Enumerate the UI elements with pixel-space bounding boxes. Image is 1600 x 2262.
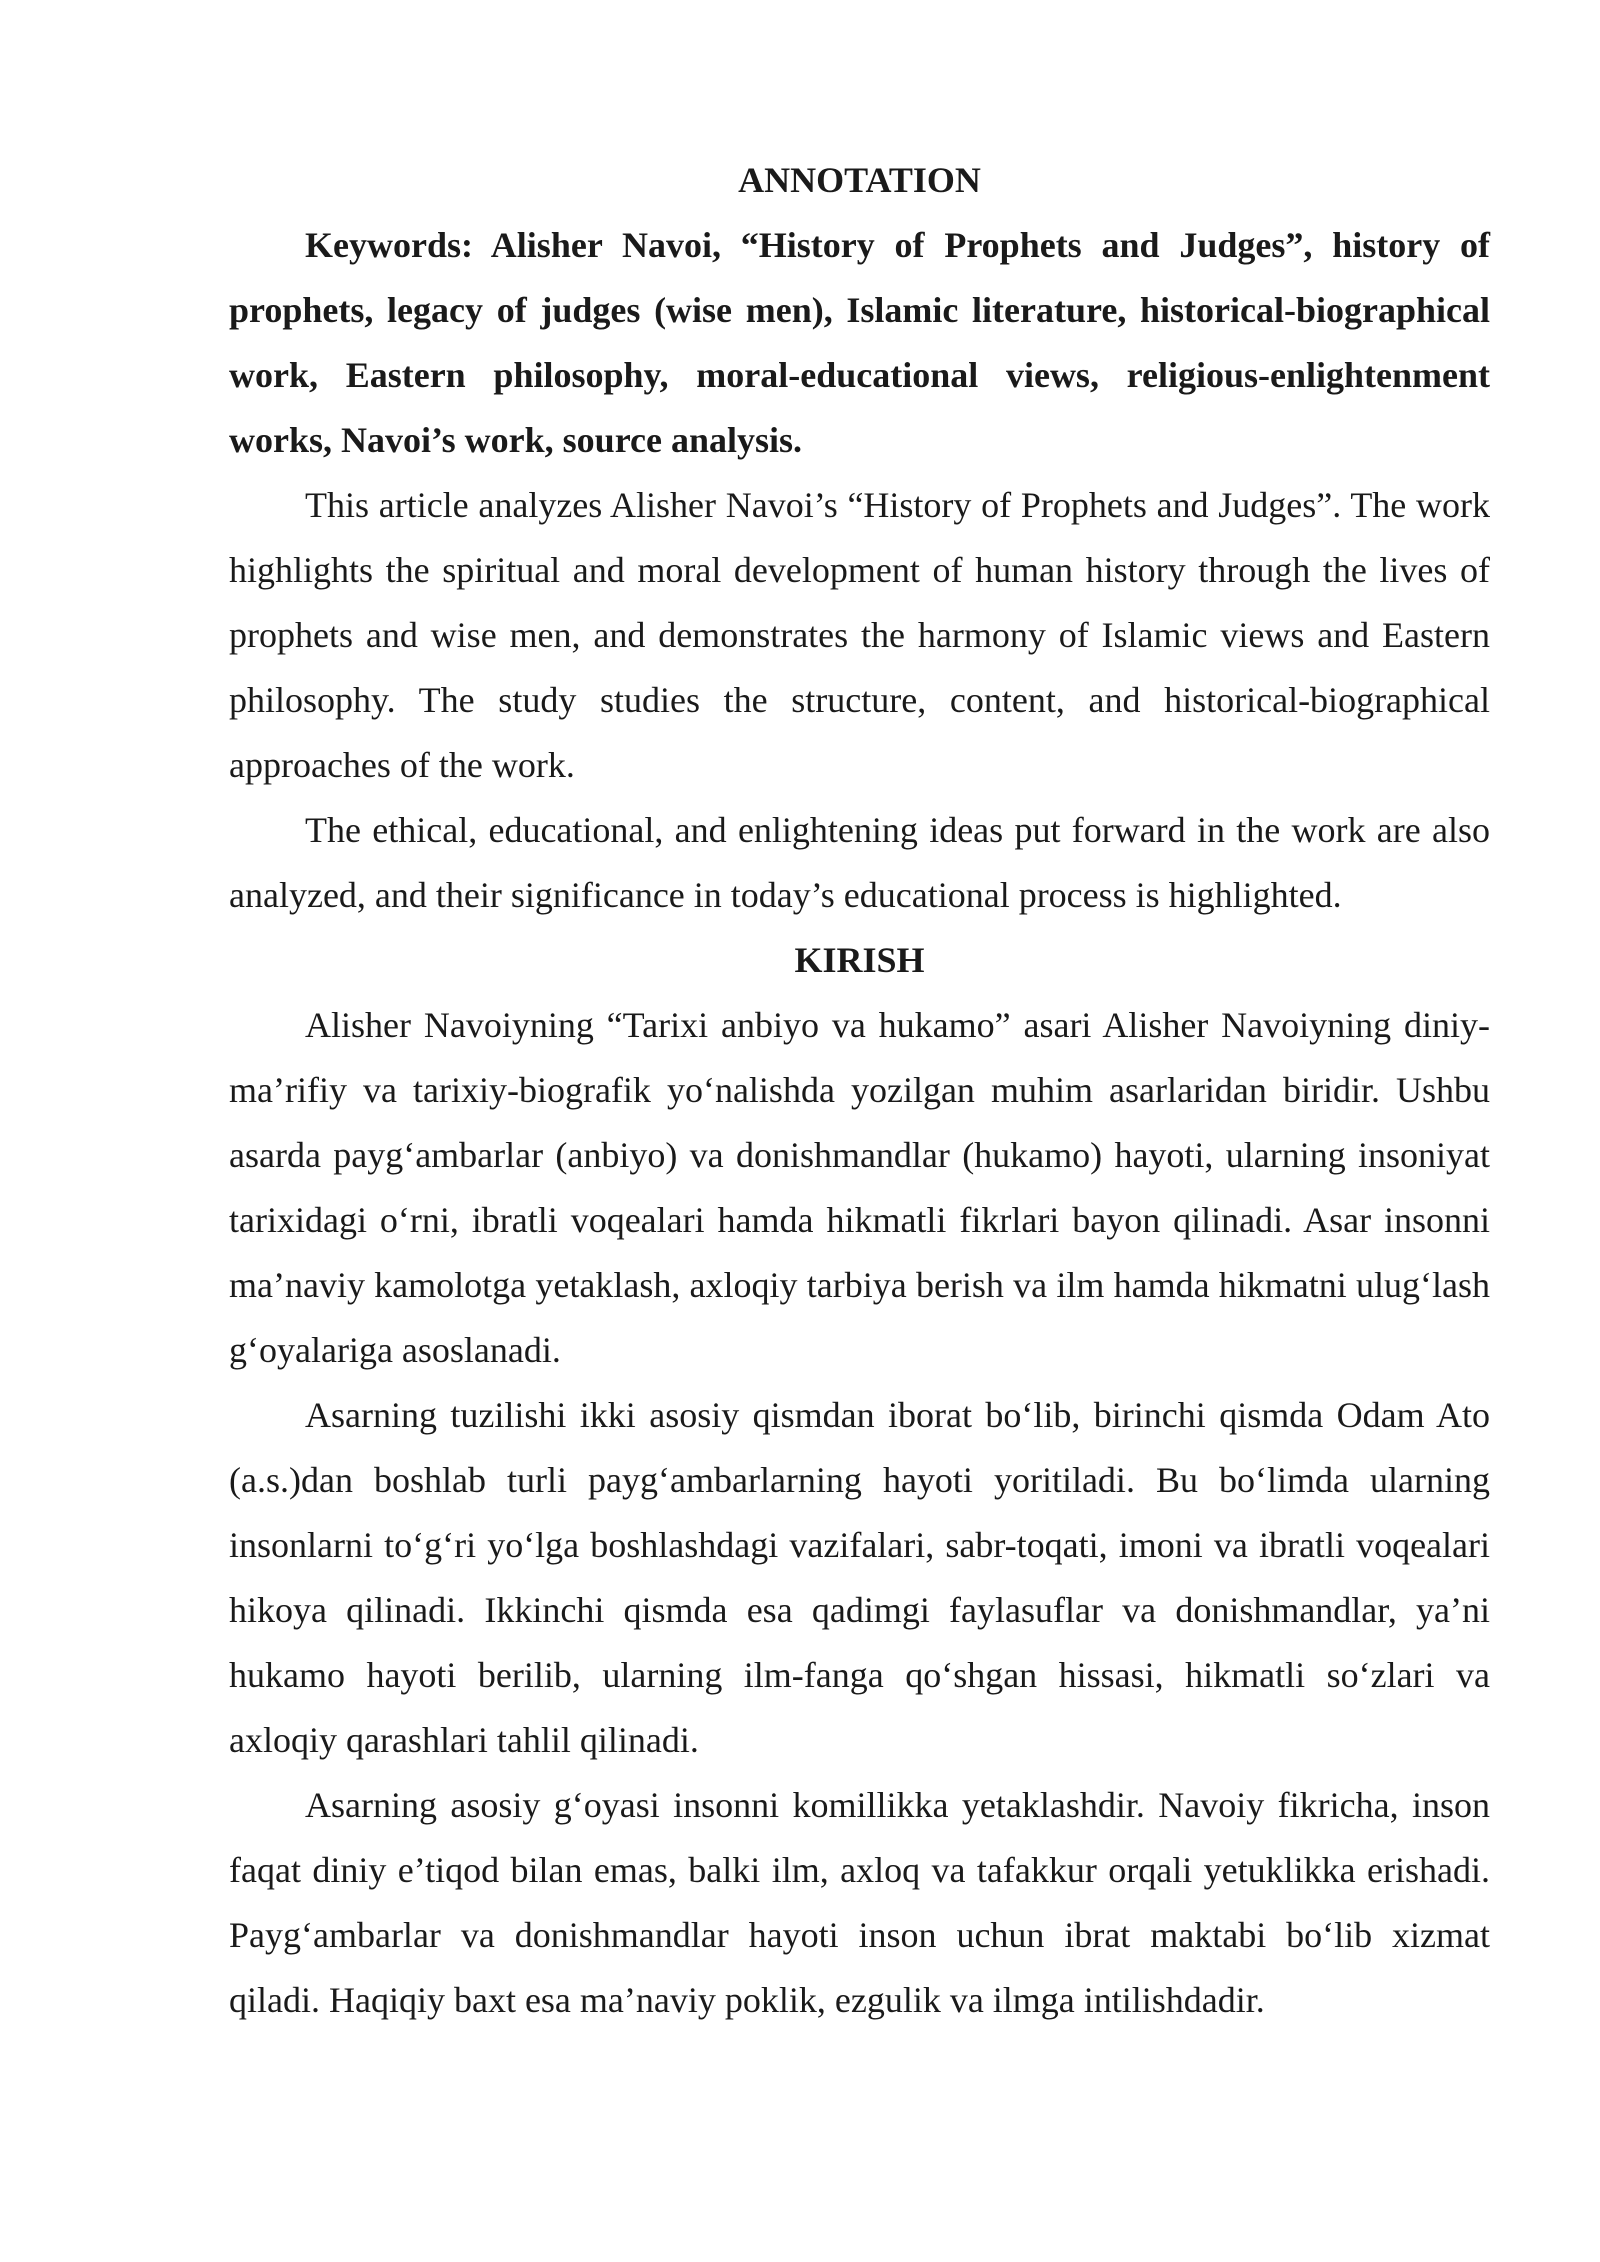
introduction-paragraph-1: Alisher Navoiyning “Tarixi anbiyo va hukamo” asari Alisher Navoiyning diniy-ma’rifiy va tarixiy-biografik yo‘nalishda yozilgan muhim asarlaridan biridir. Ushbu asarda payg‘ambarlar (anbiyo) va donishmandlar (hukamo) hayoti, ularning insoniyat tarixidagi o‘rni, ibratli voqealari hamda hikmatli fikrlari bayon qilinadi. Asar insonni ma’naviy kamolotga yetaklash, axloqiy tarbiya berish va ilm hamda hikmatni ulug‘lash g‘oyalariga asoslanadi. [229, 1005, 1490, 1370]
introduction-paragraph-3: Asarning asosiy g‘oyasi insonni komillikka yetaklashdir. Navoiy fikricha, inson faqat diniy e’tiqod bilan emas, balki ilm, axloq va tafakkur orqali yetuklikka erishadi. Payg‘ambarlar va donishmandlar hayoti inson uchun ibrat maktabi bo‘lib xizmat qiladi. Haqiqiy baxt esa ma’naviy poklik, ezgulik va ilmga intilishdadir. [229, 1785, 1490, 2020]
keywords-paragraph: Keywords: Alisher Navoi, “History of Prophets and Judges”, history of prophets, legacy of judges (wise men), Islamic literature, historical-biographical work, Eastern philosophy, moral-educational views, religious-enlightenment works, Navoi’s work, source analysis. [229, 225, 1490, 460]
annotation-paragraph-2: The ethical, educational, and enlightening ideas put forward in the work are also analyzed, and their significance in today’s educational process is highlighted. [229, 810, 1490, 915]
introduction-paragraph-2: Asarning tuzilishi ikki asosiy qismdan iborat bo‘lib, birinchi qismda Odam Ato (a.s.)dan boshlab turli payg‘ambarlarning hayoti yoritiladi. Bu bo‘limda ularning insonlarni to‘g‘ri yo‘lga boshlashdagi vazifalari, sabr-toqati, imoni va ibratli voqealari hikoya qilinadi. Ikkinchi qismda esa qadimgi faylasuflar va donishmandlar, ya’ni hukamo hayoti berilib, ularning ilm-fanga qo‘shgan hissasi, hikmatli so‘zlari va axloqiy qarashlari tahlil qilinadi. [229, 1395, 1490, 1760]
annotation-heading: ANNOTATION [738, 160, 981, 200]
introduction-heading: KIRISH [794, 940, 925, 980]
annotation-paragraph-1: This article analyzes Alisher Navoi’s “History of Prophets and Judges”. The work highlights the spiritual and moral development of human history through the lives of prophets and wise men, and demonstrates the harmony of Islamic views and Eastern philosophy. The study studies the structure, content, and historical-biographical approaches of the work. [229, 485, 1490, 785]
